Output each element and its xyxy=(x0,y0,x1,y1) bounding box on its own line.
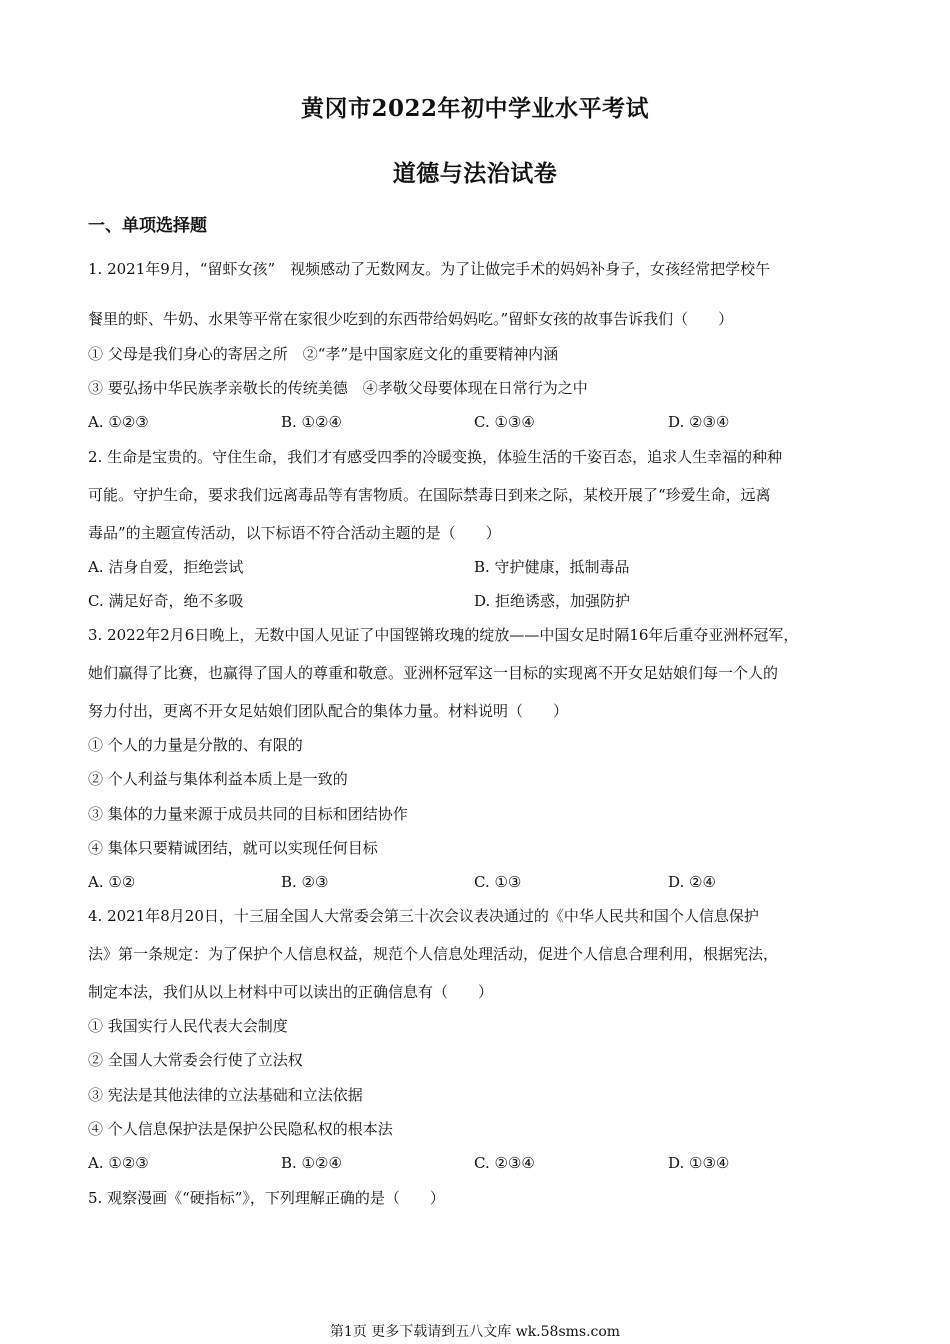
q4-option-b: B. ①②④ xyxy=(281,1154,342,1172)
q4-statement-1: ① 我国实行人民代表大会制度 xyxy=(88,1017,288,1035)
exam-title: 黄冈市2022年初中学业水平考试 xyxy=(300,95,649,122)
q1-statements-2: ③ 要弘扬中华民族孝亲敬长的传统美德 ④孝敬父母要体现在日常行为之中 xyxy=(88,379,588,397)
q3-option-c: C. ①③ xyxy=(474,873,522,891)
q3-stem-line3: 努力付出，更离不开女足姑娘们团队配合的集体力量。材料说明（ ） xyxy=(88,702,569,720)
q3-stem-line1: 3. 2022年2月6日晚上，无数中国人见证了中国铿锵玫瑰的绽放——中国女足时隔16年后重夺亚洲杯冠军， xyxy=(88,626,799,644)
q4-option-a: A. ①②③ xyxy=(88,1154,149,1172)
q4-statement-4: ④ 个人信息保护法是保护公民隐私权的根本法 xyxy=(88,1120,393,1138)
q2-option-a: A. 洁身自爱，拒绝尝试 xyxy=(88,558,244,576)
q4-stem-line3: 制定本法，我们从以上材料中可以读出的正确信息有（ ） xyxy=(88,983,494,1001)
page-footer: 第1页 更多下载请到五八文库 wk.58sms.com xyxy=(329,1324,621,1340)
q1-stem-line2: 餐里的虾、牛奶、水果等平常在家很少吃到的东西带给妈妈吃。”留虾女孩的故事告诉我们（ ） xyxy=(88,310,734,328)
q4-stem-line1: 4. 2021年8月20日，十三届全国人大常委会第三十次会议表决通过的《中华人民共和国个人信息保护 xyxy=(88,907,759,925)
q1-statements-1: ① 父母是我们身心的寄居之所 ②“孝”是中国家庭文化的重要精神内涵 xyxy=(88,345,559,363)
q3-stem-line2: 她们赢得了比赛，也赢得了国人的尊重和敬意。亚洲杯冠军这一目标的实现离不开女足姑娘们每一个人的 xyxy=(88,664,779,682)
section-heading: 一、单项选择题 xyxy=(88,216,207,236)
q4-option-d: D. ①③④ xyxy=(668,1154,730,1172)
q3-statement-1: ① 个人的力量是分散的、有限的 xyxy=(88,736,303,754)
q3-option-d: D. ②④ xyxy=(668,873,716,891)
q1-option-c: C. ①③④ xyxy=(474,413,535,431)
q2-stem-line2: 可能。守护生命，要求我们远离毒品等有害物质。在国际禁毒日到来之际，某校开展了“珍爱生命，远离 xyxy=(88,486,771,504)
q2-option-d: D. 拒绝诱惑，加强防护 xyxy=(474,592,631,610)
q4-statement-2: ② 全国人大常委会行使了立法权 xyxy=(88,1051,303,1069)
q1-option-b: B. ①②④ xyxy=(281,413,342,431)
q2-option-c: C. 满足好奇，绝不多吸 xyxy=(88,592,244,610)
q2-option-b: B. 守护健康，抵制毒品 xyxy=(474,558,630,576)
q3-statement-4: ④ 集体只要精诚团结，就可以实现任何目标 xyxy=(88,839,378,857)
q3-statement-3: ③ 集体的力量来源于成员共同的目标和团结协作 xyxy=(88,805,408,823)
exam-subtitle: 道德与法治试卷 xyxy=(392,160,558,187)
q1-option-d: D. ②③④ xyxy=(668,413,730,431)
q1-option-a: A. ①②③ xyxy=(88,413,149,431)
q3-option-a: A. ①② xyxy=(88,873,136,891)
q2-stem-line1: 2. 生命是宝贵的。守住生命，我们才有感受四季的冷暖变换，体验生活的千姿百态，追求人生幸福的种种 xyxy=(88,448,783,466)
q1-stem-line1: 1. 2021年9月，“留虾女孩” 视频感动了无数网友。为了让做完手术的妈妈补身子，女孩经常把学校午 xyxy=(88,260,771,278)
q4-stem-line2: 法》第一条规定：为了保护个人信息权益，规范个人信息处理活动，促进个人信息合理利用，根据宪法， xyxy=(88,945,779,963)
q3-statement-2: ② 个人利益与集体利益本质上是一致的 xyxy=(88,770,348,788)
q5-stem-line1: 5. 观察漫画《“硬指标”》，下列理解正确的是（ ） xyxy=(88,1189,445,1207)
q3-option-b: B. ②③ xyxy=(281,873,329,891)
q2-stem-line3: 毒品”的主题宣传活动，以下标语不符合活动主题的是（ ） xyxy=(88,524,501,542)
q4-option-c: C. ②③④ xyxy=(474,1154,535,1172)
q4-statement-3: ③ 宪法是其他法律的立法基础和立法依据 xyxy=(88,1086,363,1104)
